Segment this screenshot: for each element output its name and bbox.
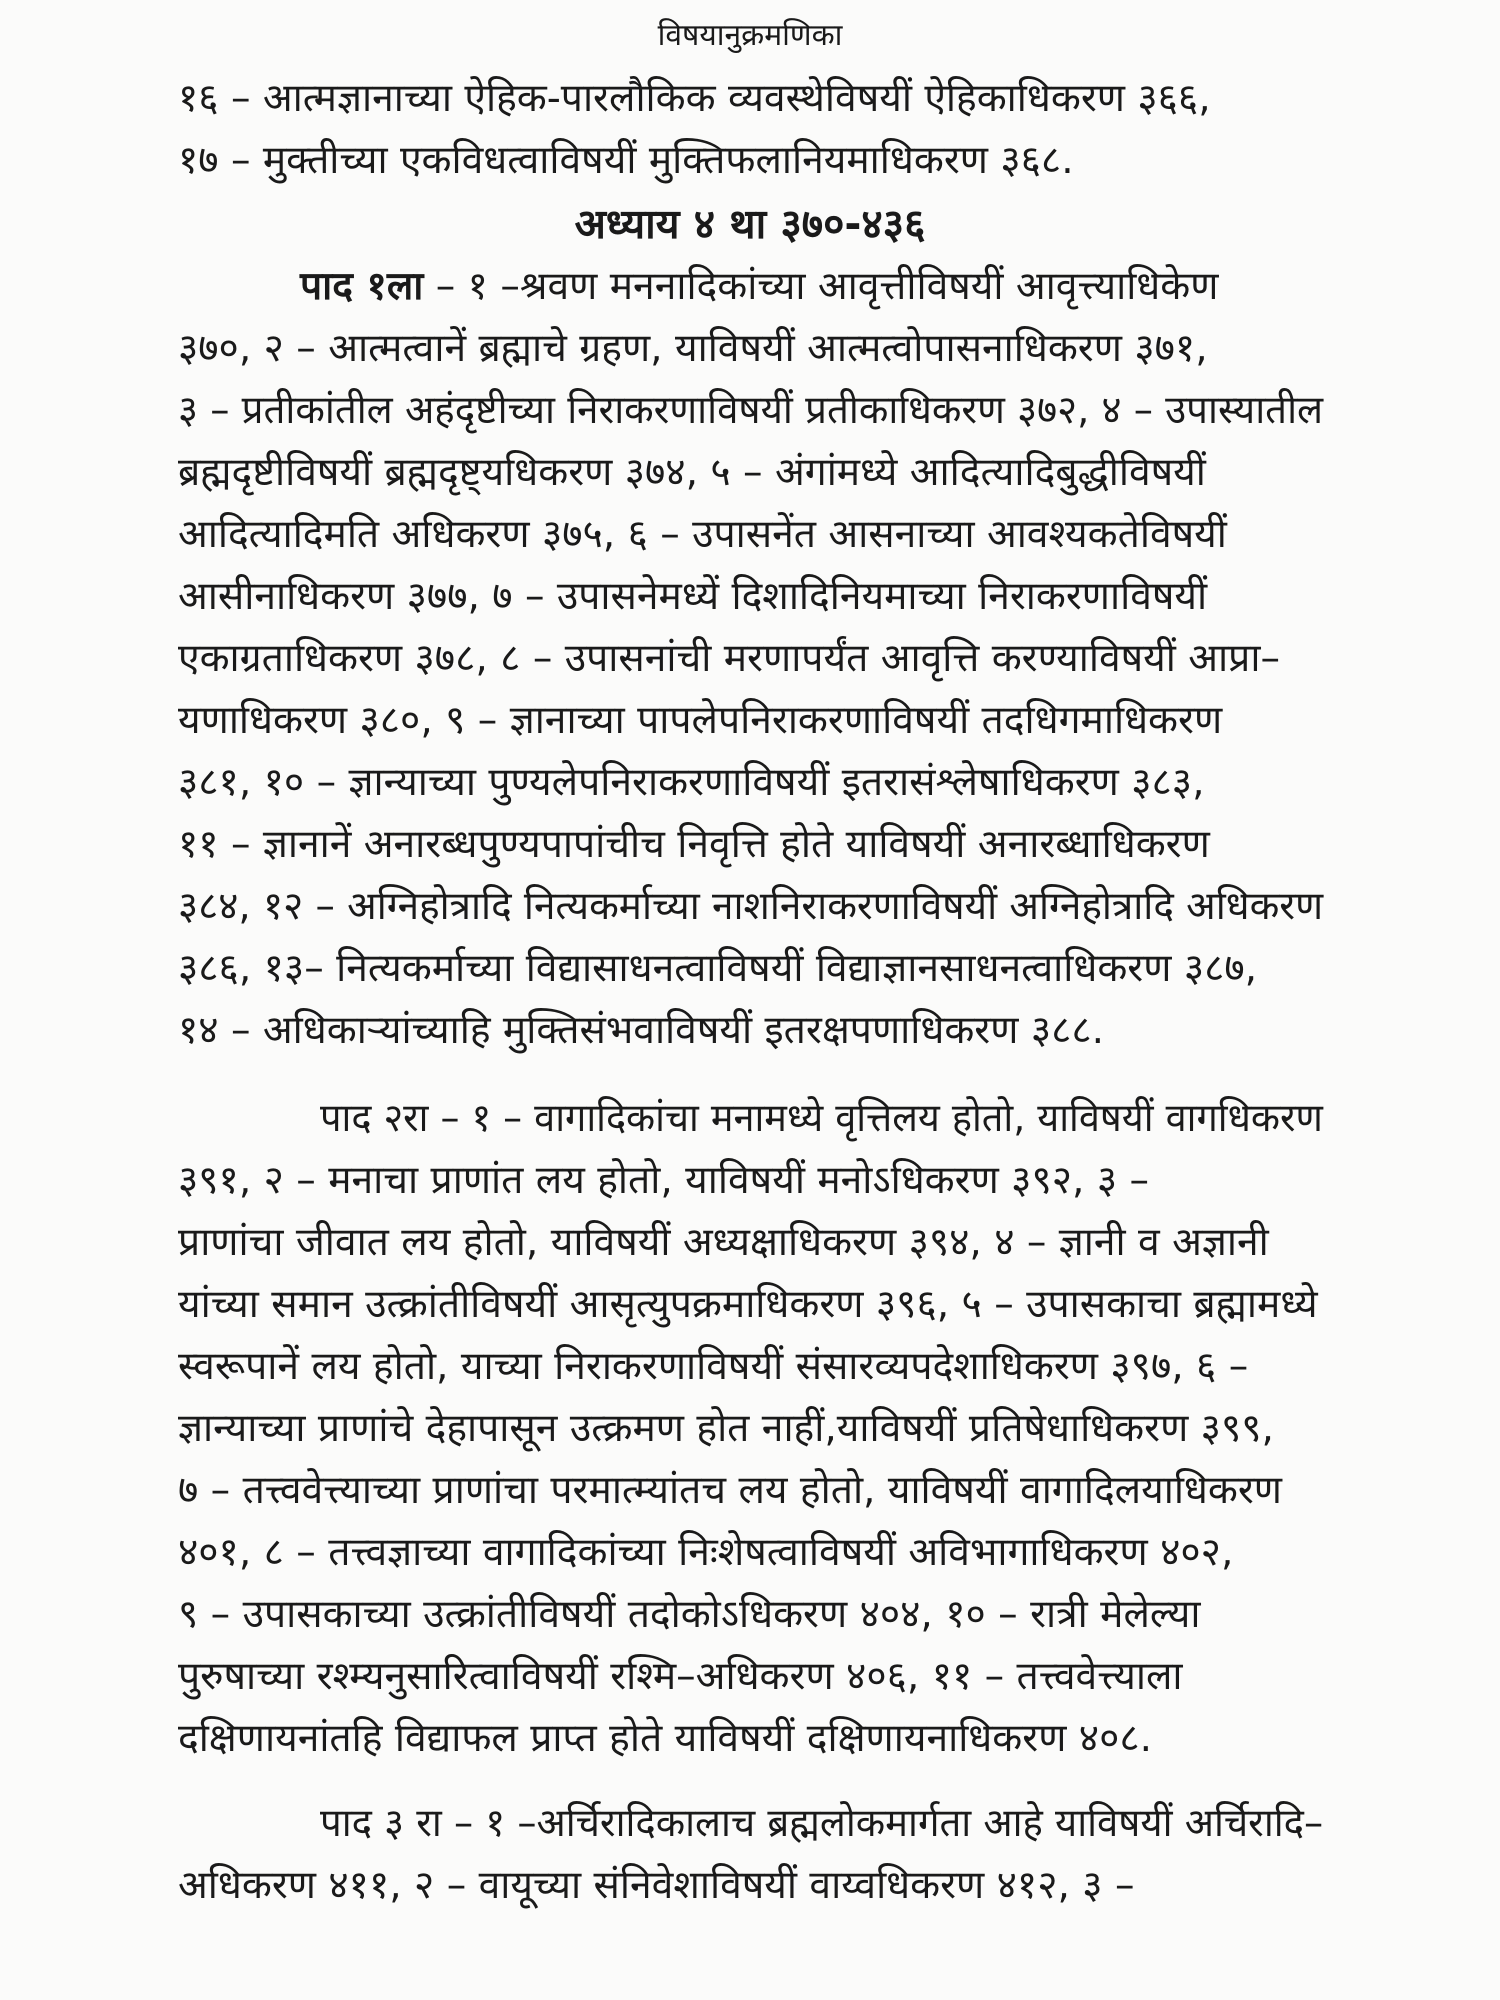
text-line: ३८१, १० – ज्ञान्याच्या पुण्यलेपनिराकरणाविषयीं इतरासंश्लेषाधिकरण ३८३, xyxy=(178,760,1205,805)
chapter-heading: अध्याय ४ था ३७०-४३६ xyxy=(574,200,926,248)
text-line: दक्षिणायनांतहि विद्याफल प्राप्त होते याविषयीं दक्षिणायनाधिकरण ४०८. xyxy=(178,1716,1153,1761)
pada1-label: पाद १ला xyxy=(300,264,424,309)
text-line: प्राणांचा जीवात लय होतो, याविषयीं अध्यक्षाधिकरण ३९४, ४ – ज्ञानी व अज्ञानी xyxy=(178,1220,1269,1265)
text-line: ११ – ज्ञानानें अनारब्धपुण्यपापांचीच निवृत्ति होते याविषयीं अनारब्धाधिकरण xyxy=(178,822,1210,867)
text-line: १६ – आत्मज्ञानाच्या ऐहिक-पारलौकिक व्यवस्थेविषयीं ऐहिकाधिकरण ३६६, xyxy=(178,76,1211,121)
text-line: ३८४, १२ – अग्निहोत्रादि नित्यकर्माच्या नाशनिराकरणाविषयीं अग्निहोत्रादि अधिकरण xyxy=(178,884,1324,929)
text-line: ७ – तत्त्ववेत्त्याच्या प्राणांचा परमात्म्यांतच लय होतो, याविषयीं वागादिलयाधिकरण xyxy=(178,1468,1283,1513)
text-line: ३७०, २ – आत्मत्वानें ब्रह्माचे ग्रहण, याविषयीं आत्मत्वोपासनाधिकरण ३७१, xyxy=(178,326,1208,371)
text-line: ३८६, १३– नित्यकर्माच्या विद्यासाधनत्वाविषयीं विद्याज्ञानसाधनत्वाधिकरण ३८७, xyxy=(178,946,1258,991)
pada1-first-line xyxy=(300,256,1323,318)
text-line: एकाग्रताधिकरण ३७८, ८ – उपासनांची मरणापर्यंत आवृत्ति करण्याविषयीं आप्रा– xyxy=(178,636,1280,681)
text-line: आदित्यादिमति अधिकरण ३७५, ६ – उपासनेंत आसनाच्या आवश्यकतेविषयीं xyxy=(178,512,1227,557)
pada2-first-line: पाद २रा – १ – वागादिकांचा मनामध्ये वृत्तिलय होतो, याविषयीं वागधिकरण xyxy=(320,1096,1323,1141)
text-line: ९ – उपासकाच्या उत्क्रांतीविषयीं तदोकोऽधिकरण ४०४, १० – रात्री मेलेल्या xyxy=(178,1592,1201,1637)
pada3-first-line: पाद ३ रा – १ –अर्चिरादिकालाच ब्रह्मलोकमार्गता आहे याविषयीं अर्चिरादि– xyxy=(320,1801,1324,1846)
text-line: यांच्या समान उत्क्रांतीविषयीं आसृत्युपक्रमाधिकरण ३९६, ५ – उपासकाचा ब्रह्मामध्ये xyxy=(178,1282,1318,1327)
text-line: ज्ञान्याच्या प्राणांचे देहापासून उत्क्रमण होत नाहीं,याविषयीं प्रतिषेधाधिकरण ३९९, xyxy=(178,1406,1274,1451)
text-line: ४०१, ८ – तत्त्वज्ञाच्या वागादिकांच्या निःशेषत्वाविषयीं अविभागाधिकरण ४०२, xyxy=(178,1530,1234,1575)
text-line: ३ – प्रतीकांतील अहंदृष्टीच्या निराकरणाविषयीं प्रतीकाधिकरण ३७२, ४ – उपास्यातील xyxy=(178,388,1324,433)
text-line: पुरुषाच्या रश्म्यनुसारित्वाविषयीं रश्मि–अधिकरण ४०६, ११ – तत्त्ववेत्त्याला xyxy=(178,1654,1183,1699)
text-line: १७ – मुक्तीच्या एकविधत्वाविषयीं मुक्तिफलानियमाधिकरण ३६८. xyxy=(178,138,1074,183)
text-line: यणाधिकरण ३८०, ९ – ज्ञानाच्या पापलेपनिराकरणाविषयीं तदधिगमाधिकरण xyxy=(178,698,1223,743)
text-line: १४ – अधिकाऱ्यांच्याहि मुक्तिसंभवाविषयीं इतरक्षपणाधिकरण ३८८. xyxy=(178,1008,1105,1053)
page-header-title: विषयानुक्रमणिका xyxy=(657,18,843,53)
text-line: ब्रह्मदृष्टीविषयीं ब्रह्मदृष्ट्यधिकरण ३७४, ५ – अंगांमध्ये आदित्यादिबुद्धीविषयीं xyxy=(178,450,1206,495)
text-line: ३९१, २ – मनाचा प्राणांत लय होतो, याविषयीं मनोऽधिकरण ३९२, ३ – xyxy=(178,1158,1149,1203)
text-line: आसीनाधिकरण ३७७, ७ – उपासनेमध्यें दिशादिनियमाच्या निराकरणाविषयीं xyxy=(178,574,1208,619)
pada1-first-rest: – १ –श्रवण मननादिकांच्या आवृत्तीविषयीं आवृत्त्याधिकेण xyxy=(423,264,1219,309)
text-line: स्वरूपानें लय होतो, याच्या निराकरणाविषयीं संसारव्यपदेशाधिकरण ३९७, ६ – xyxy=(178,1344,1249,1389)
text-line: अधिकरण ४११, २ – वायूच्या संनिवेशाविषयीं वाय्वधिकरण ४१२, ३ – xyxy=(178,1863,1135,1908)
